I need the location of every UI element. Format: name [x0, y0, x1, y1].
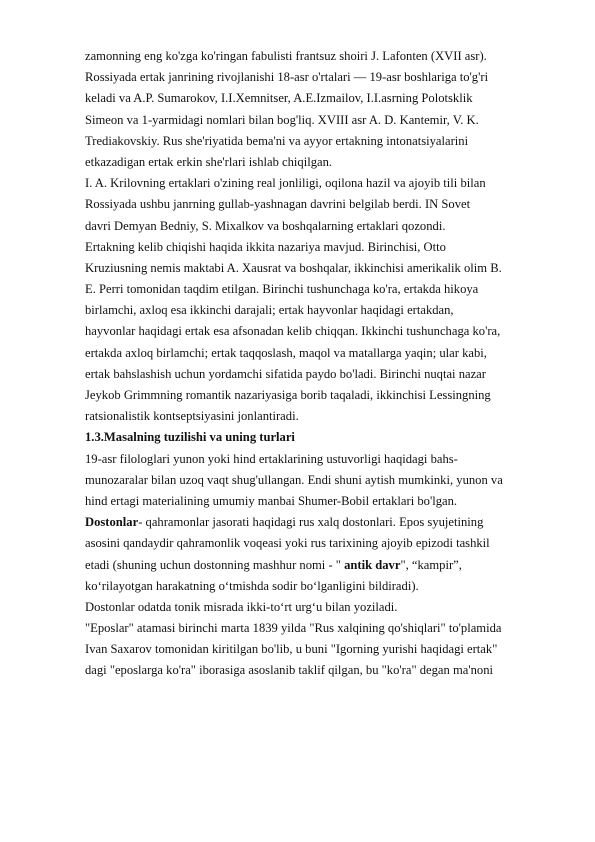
text-line: ertak bahslashish uchun yordamchi sifatida paydo bo'ladi. Birinchi nuqtai nazar — [85, 366, 486, 381]
text-line: Jeykob Grimmning romantik nazariyasiga borib taqaladi, ikkinchisi Lessingning — [85, 388, 491, 402]
text-line: E. Perri tomonidan taqdim etilgan. Birinchi tushunchaga ko'ra, ertakda hikoya — [85, 282, 479, 297]
text-line: Rossiyada ushbu janrning gullab-yashnagan davrini belgilab berdi. IN Sovet — [85, 197, 471, 212]
text-line: birlamchi, axloq esa ikkinchi darajali; ertak hayvonlar haqidagi ertakdan, — [85, 303, 454, 318]
term-antik-davr: antik davr — [344, 557, 401, 572]
text-span: - qahramonlar jasorati haqidagi rus xalq dostonlari. Epos syujetining — [138, 515, 484, 530]
text-line-antik — [85, 555, 555, 576]
text-line: keladi va A.P. Sumarokov, I.I.Xemnitser, A.E.Izmailov, I.I.asrning Polotsklik — [85, 91, 473, 106]
text-line: dagi "eposlarga ko'ra" iborasiga asoslanib taklif qilgan, bu "ko'ra" degan ma'noni — [85, 663, 493, 678]
text-line: ratsionalistik kontseptsiyasini jonlantiradi. — [85, 409, 299, 424]
text-line: I. A. Krilovning ertaklari o'zining real jonliligi, oqilona hazil va ajoyib tili bilan — [85, 176, 486, 191]
text-line: asosini qandaydir qahramonlik voqeasi yoki rus tarixining ajoyib epizodi tashkil — [85, 536, 490, 551]
text-line: Ertakning kelib chiqishi haqida ikkita nazariya mavjud. Birinchisi, Otto — [85, 239, 446, 254]
text-line: Rossiyada ertak janrining rivojlanishi 18-asr o'rtalari — 19-asr boshlariga to'g'ri — [85, 70, 489, 85]
text-line: Ivan Saxarov tomonidan kiritilgan bo'lib, u buni "Igorning yurishi haqidagi ertak" — [85, 642, 498, 657]
term-dostonlar: Dostonlar — [85, 515, 139, 530]
text-line: hayvonlar haqidagi ertak esa afsonadan kelib chiqqan. Ikkinchi tushunchaga ko'ra, — [85, 324, 501, 339]
text-line: Trediakovskiy. Rus she'riyatida bema'ni va ayyor ertakning intonatsiyalarini — [85, 133, 469, 148]
text-line: Kruziusning nemis maktabi A. Xausrat va boshqalar, ikkinchisi amerikalik olim B. — [85, 260, 502, 275]
text-line: etkazadigan ertak erkin she'rlari ishlab chiqilgan. — [85, 154, 333, 169]
section-heading: 1.3.Masalning tuzilishi va uning turlari — [85, 430, 295, 445]
text-line: 19-asr filologlari yunon yoki hind ertaklarining ustuvorligi haqidagi bahs- — [85, 451, 458, 466]
text-line: Simeon va 1-yarmidagi nomlari bilan bog'liq. XVIII asr A. D. Kantemir, V. K. — [85, 112, 479, 127]
text-line: hind ertagi materialining umumiy manbai Shumer-Bobil ertaklari bo'lgan. — [85, 493, 458, 508]
text-line: munozaralar bilan uzoq vaqt shug'ullangan. Endi shuni aytish mumkinki, yunon va — [85, 472, 503, 487]
text-line: davri Demyan Bedniy, S. Mixalkov va boshqalarning ertaklari qozondi. — [85, 218, 446, 233]
text-line: Dostonlar odatda tonik misrada ikki-to‘rt urg‘u bilan yoziladi. — [85, 599, 398, 614]
text-span: etadi (shuning uchun dostonning mashhur nomi - " — [85, 557, 345, 572]
text-span: ", “kampir”, — [400, 557, 462, 572]
text-line: zamonning eng ko'zga ko'ringan fabulisti frantsuz shoiri J. Lafonten (XVII asr). — [85, 49, 487, 63]
text-line-dostonlar — [85, 512, 555, 533]
text-line: ertakda axloq birlamchi; ertak taqqoslash, maqol va matallarga yaqin; ular kabi, — [85, 345, 487, 360]
text-line: ko‘rilayotgan harakatning o‘tmishda sodir bo‘lganligini bildiradi). — [85, 578, 419, 593]
document-body — [85, 46, 555, 682]
text-line: "Eposlar" atamasi birinchi marta 1839 yilda "Rus xalqining qo'shiqlari" to'plamida — [85, 621, 502, 636]
